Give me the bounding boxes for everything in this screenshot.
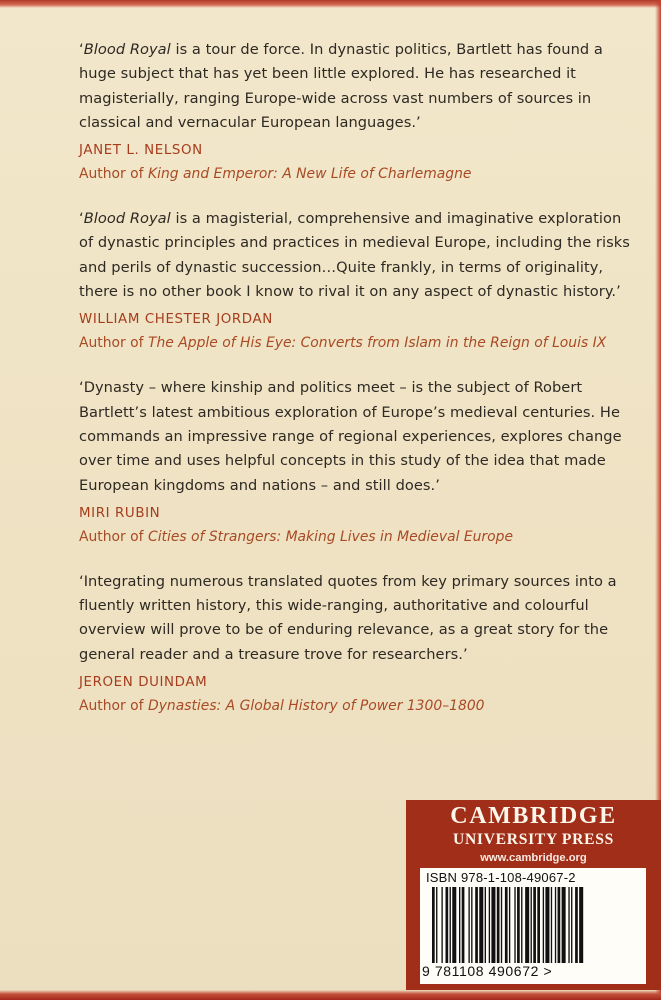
review-quote: [79, 376, 639, 497]
reviewer-name: JEROEN DUINDAM: [79, 675, 208, 691]
reviewer-name: MIRI RUBIN: [79, 505, 161, 521]
publisher-block: [406, 800, 661, 990]
reviewer-book-title: Dynasties: A Global History of Power 1300–1800: [148, 698, 485, 715]
review-quote: [79, 38, 639, 135]
reviewer-book-title: Cities of Strangers: Making Lives in Medieval Europe: [148, 528, 514, 545]
author-of-label: Author of: [79, 528, 148, 545]
open-quote-mark: ‘: [79, 572, 84, 590]
barcode-panel: [420, 868, 646, 984]
cover-top-edge: [0, 0, 661, 8]
review-list: [79, 38, 639, 739]
barcode-digits: 9 781108 490672 >: [422, 963, 553, 979]
publisher-url: www.cambridge.org: [480, 852, 587, 864]
review-block: [79, 207, 639, 354]
publisher-logo-name: CAMBRIDGE: [450, 803, 617, 829]
publisher-logo-subtitle: UNIVERSITY PRESS: [453, 831, 614, 848]
reviewer-credit: [79, 526, 639, 548]
review-block: [79, 570, 639, 717]
open-quote-mark: ‘: [79, 379, 84, 397]
quote-text: Integrating numerous translated quotes from key primary sources into a fluently written history, this wide-ranging, authoritative and colourful overview will prove to be of enduring relevance, as a great story for the general reader and a treasure trove for researchers.’: [79, 572, 617, 663]
open-quote-mark: ‘: [79, 210, 84, 228]
quote-text: Dynasty – where kinship and politics meet – is the subject of Robert Bartlett’s latest ambitious exploration of Europe’s medieval centuries. He commands an impressive range of regional experiences, explores change over time and uses helpful concepts in this study of the idea that made European kingdoms and nations – and still does.’: [79, 379, 622, 494]
reviewer-credit: [79, 163, 639, 185]
review-quote: [79, 207, 639, 304]
review-quote: [79, 570, 639, 667]
quote-text: is a magisterial, comprehensive and imaginative exploration of dynastic principles and practices in medieval Europe, including the risks and perils of dynastic succession…Quite frankly, in terms of originality, there is no other book I know to rival it on any aspect of dynastic history.’: [79, 210, 630, 301]
open-quote-mark: ‘: [79, 41, 84, 58]
author-of-label: Author of: [79, 698, 148, 715]
review-block: [79, 376, 639, 547]
quoted-title: Blood Royal: [83, 41, 171, 58]
barcode-icon: [426, 887, 640, 963]
reviewer-book-title: King and Emperor: A New Life of Charlemagne: [148, 166, 472, 183]
review-block: [79, 38, 639, 185]
reviewer-credit: [79, 332, 639, 354]
author-of-label: Author of: [79, 166, 148, 183]
cover-bottom-edge: [0, 990, 661, 1000]
reviewer-name: JANET L. NELSON: [79, 143, 203, 159]
reviewer-name: WILLIAM CHESTER JORDAN: [79, 312, 273, 328]
quote-text: is a tour de force. In dynastic politics, Bartlett has found a huge subject that has yet been little explored. He has researched it magisterially, ranging Europe-wide across vast numbers of sources in classical and vernacular European languages.’: [79, 41, 603, 131]
author-of-label: Author of: [79, 335, 148, 352]
isbn-label: ISBN 978-1-108-49067-2: [426, 870, 576, 885]
reviewer-credit: [79, 695, 639, 717]
reviewer-book-title: The Apple of His Eye: Converts from Islam in the Reign of Louis IX: [148, 335, 607, 352]
quoted-title: Blood Royal: [83, 210, 171, 228]
